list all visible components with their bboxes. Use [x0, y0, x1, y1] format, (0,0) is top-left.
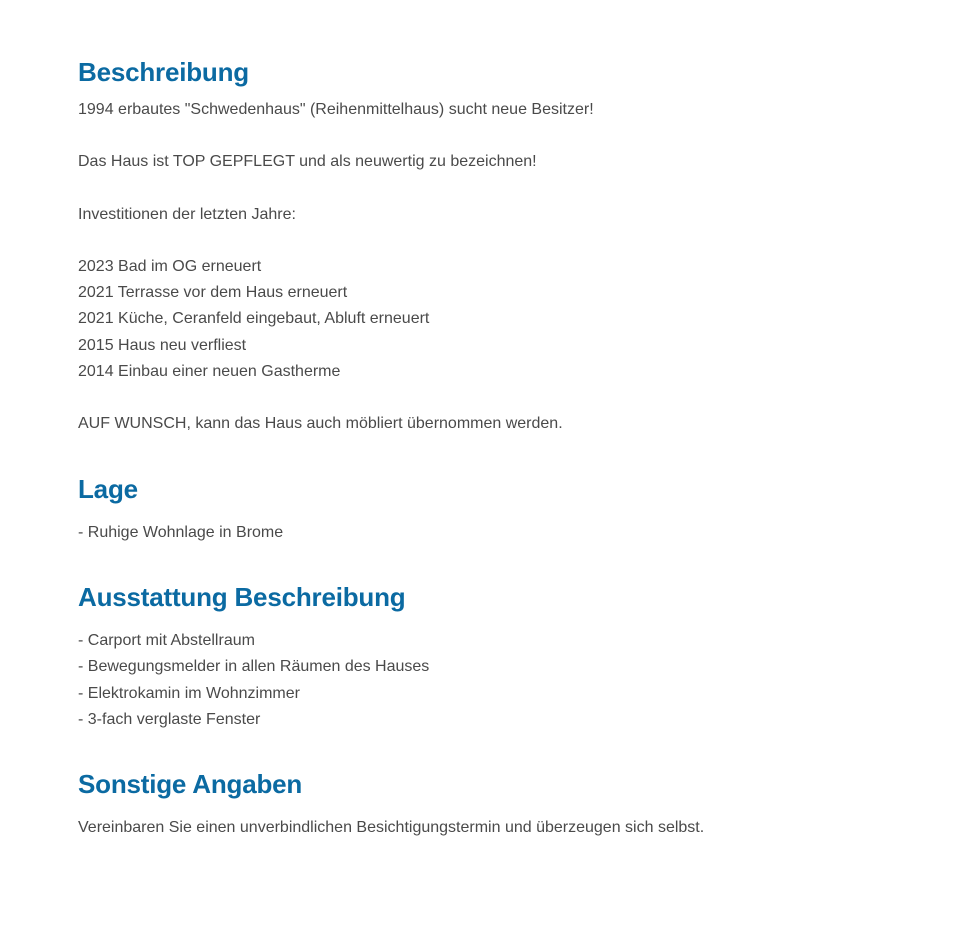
ausstattung-item: - Elektrokamin im Wohnzimmer — [78, 684, 300, 702]
investment-item: 2015 Haus neu verfliest — [78, 336, 247, 354]
ausstattung-item: - Bewegungsmelder in allen Räumen des Hauses — [78, 658, 430, 676]
section-ausstattung — [78, 580, 960, 733]
section-title-beschreibung: Beschreibung — [78, 57, 249, 87]
investment-item: 2021 Terrasse vor dem Haus erneuert — [78, 284, 348, 302]
section-title-lage: Lage — [78, 473, 138, 504]
section-sonstige — [78, 767, 960, 841]
sonstige-text: Vereinbaren Sie einen unverbindlichen Besichtigungstermin und überzeugen sich selbst. — [78, 819, 705, 837]
description-intro: 1994 erbautes "Schwedenhaus" (Reihenmittelhaus) sucht neue Besitzer! — [78, 101, 594, 118]
lage-item: - Ruhige Wohnlage in Brome — [78, 523, 284, 541]
section-title-ausstattung: Ausstattung Beschreibung — [78, 581, 406, 612]
investment-item: 2021 Küche, Ceranfeld eingebaut, Abluft erneuert — [78, 310, 430, 328]
ausstattung-list — [78, 628, 960, 733]
furnished-note: AUF WUNSCH, kann das Haus auch möbliert übernommen werden. — [78, 415, 563, 433]
ausstattung-item: - 3-fach verglaste Fenster — [78, 710, 261, 728]
description-condition: Das Haus ist TOP GEPFLEGT und als neuwertig zu bezeichnen! — [78, 153, 537, 171]
investment-item: 2023 Bad im OG erneuert — [78, 257, 262, 275]
investments-heading: Investitionen der letzten Jahre: — [78, 205, 296, 223]
lage-list — [78, 520, 960, 546]
section-beschreibung — [78, 55, 960, 438]
investments-list — [78, 254, 960, 385]
ausstattung-item: - Carport mit Abstellraum — [78, 631, 255, 649]
section-title-sonstige: Sonstige Angaben — [78, 769, 303, 800]
section-lage — [78, 472, 960, 546]
investment-item: 2014 Einbau einer neuen Gastherme — [78, 363, 341, 381]
